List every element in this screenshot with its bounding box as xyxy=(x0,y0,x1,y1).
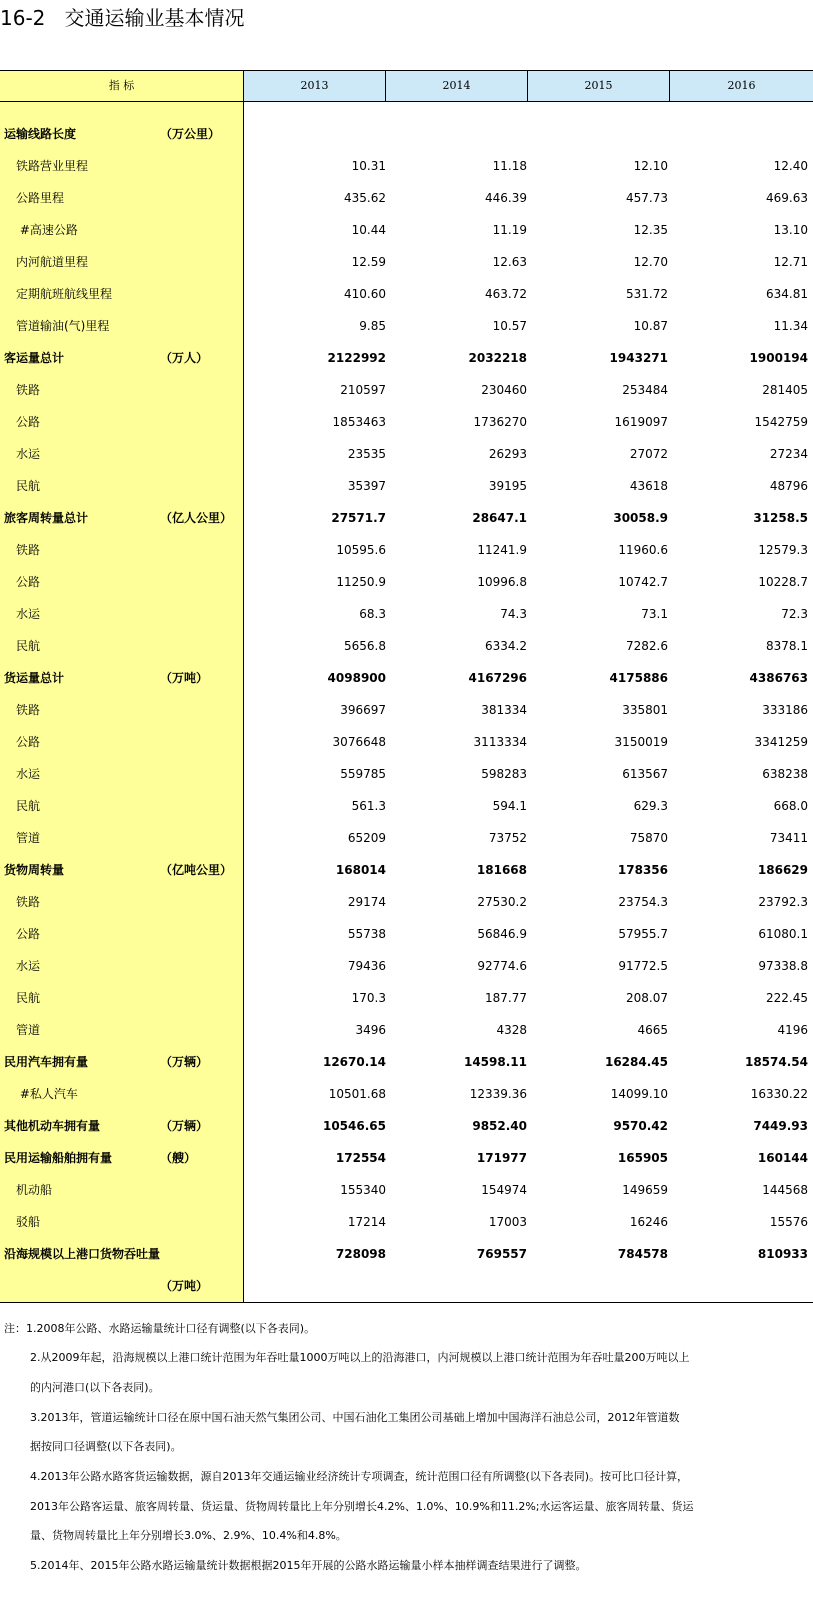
row-label: 货运量总计 xyxy=(4,671,65,685)
row-label: 民航 xyxy=(16,799,41,813)
cell-value: 4665 xyxy=(637,1023,668,1037)
cell-value: 16284.45 xyxy=(604,1055,668,1069)
cell-value: 14099.10 xyxy=(610,1087,668,1101)
header-year-2013: 2013 xyxy=(244,71,386,101)
cell-value: 1853463 xyxy=(332,415,386,429)
row-label: 货物周转量 xyxy=(4,863,65,877)
table-row xyxy=(0,566,813,598)
cell-value: 10546.65 xyxy=(322,1119,386,1133)
table-row xyxy=(0,310,813,342)
cell-value: 23792.3 xyxy=(758,895,808,909)
table-row xyxy=(0,790,813,822)
cell-value: 1619097 xyxy=(614,415,668,429)
cell-value: 769557 xyxy=(476,1247,527,1261)
row-label: 公路里程 xyxy=(16,191,65,205)
cell-value: 638238 xyxy=(762,767,808,781)
table-row xyxy=(0,1238,813,1270)
cell-value: 381334 xyxy=(481,703,527,717)
cell-value: 4196 xyxy=(777,1023,808,1037)
cell-value: 1943271 xyxy=(609,351,668,365)
cell-value: 160144 xyxy=(757,1151,808,1165)
table-row xyxy=(0,950,813,982)
cell-value: 11960.6 xyxy=(618,543,668,557)
row-label: 管道输油(气)里程 xyxy=(16,319,110,333)
table-row xyxy=(0,182,813,214)
cell-value: 65209 xyxy=(347,831,386,845)
cell-value: 1542759 xyxy=(754,415,808,429)
row-label: 公路 xyxy=(16,415,41,429)
cell-value: 12.63 xyxy=(492,255,527,269)
cell-value: 168014 xyxy=(335,863,386,877)
page-title: 16-2 交通运输业基本情况 xyxy=(0,6,245,30)
row-label: 铁路 xyxy=(16,895,41,909)
cell-value: 11.19 xyxy=(492,223,527,237)
cell-value: 91772.5 xyxy=(618,959,668,973)
table-row xyxy=(0,1206,813,1238)
footnote-line: 3.2013年，管道运输统计口径在原中国石油天然气集团公司、中国石油化工集团公司基础上增加中国海洋石油总公司，2012年管道数 xyxy=(30,1411,680,1424)
footnote-line: 据按同口径调整(以下各表同)。 xyxy=(30,1440,182,1453)
cell-value: 12.59 xyxy=(351,255,386,269)
row-label: 管道 xyxy=(16,831,41,845)
row-unit: （万人） xyxy=(160,351,209,365)
row-label: 水运 xyxy=(16,959,41,973)
table-row xyxy=(0,982,813,1014)
cell-value: 435.62 xyxy=(344,191,386,205)
table-row xyxy=(0,598,813,630)
cell-value: 39195 xyxy=(488,479,527,493)
cell-value: 18574.54 xyxy=(744,1055,808,1069)
row-unit: （万吨） xyxy=(160,1279,209,1293)
table-row xyxy=(0,438,813,470)
cell-value: 12.10 xyxy=(633,159,668,173)
row-unit: （亿人公里） xyxy=(160,511,233,525)
cell-value: 48796 xyxy=(769,479,808,493)
cell-value: 634.81 xyxy=(766,287,808,301)
cell-value: 144568 xyxy=(762,1183,808,1197)
cell-value: 26293 xyxy=(488,447,527,461)
table-row xyxy=(0,470,813,502)
cell-value: 12.70 xyxy=(633,255,668,269)
cell-value: 23754.3 xyxy=(618,895,668,909)
cell-value: 35397 xyxy=(347,479,386,493)
cell-value: 13.10 xyxy=(773,223,808,237)
data-table xyxy=(0,70,813,1303)
cell-value: 171977 xyxy=(476,1151,527,1165)
row-label: 铁路营业里程 xyxy=(16,159,89,173)
cell-value: 594.1 xyxy=(492,799,527,813)
row-label: 驳船 xyxy=(16,1215,41,1229)
cell-value: 11.18 xyxy=(492,159,527,173)
footnote-line: 2.从2009年起，沿海规模以上港口统计范围为年吞吐量1000万吨以上的沿海港口，内河规模以上港口统计范围为年吞吐量200万吨以上 xyxy=(30,1351,690,1364)
table-row xyxy=(0,822,813,854)
table-row xyxy=(0,1174,813,1206)
table-row xyxy=(0,1046,813,1078)
table-row xyxy=(0,1078,813,1110)
cell-value: 1736270 xyxy=(473,415,527,429)
cell-value: 73.1 xyxy=(641,607,668,621)
table-row xyxy=(0,854,813,886)
cell-value: 57955.7 xyxy=(618,927,668,941)
row-unit: （艘） xyxy=(160,1151,197,1165)
cell-value: 9852.40 xyxy=(472,1119,527,1133)
row-label: 民航 xyxy=(16,639,41,653)
cell-value: 92774.6 xyxy=(477,959,527,973)
table-row xyxy=(0,150,813,182)
cell-value: 61080.1 xyxy=(758,927,808,941)
header-year-2016: 2016 xyxy=(670,71,813,101)
row-label: #私人汽车 xyxy=(16,1087,78,1101)
cell-value: 10228.7 xyxy=(758,575,808,589)
cell-value: 155340 xyxy=(340,1183,386,1197)
cell-value: 170.3 xyxy=(351,991,386,1005)
cell-value: 27571.7 xyxy=(331,511,386,525)
cell-value: 396697 xyxy=(340,703,386,717)
table-row xyxy=(0,630,813,662)
cell-value: 4167296 xyxy=(468,671,527,685)
row-label: 运输线路长度 xyxy=(4,127,77,141)
cell-value: 230460 xyxy=(481,383,527,397)
cell-value: 333186 xyxy=(762,703,808,717)
cell-value: 10.44 xyxy=(351,223,386,237)
cell-value: 9.85 xyxy=(359,319,386,333)
cell-value: 10.87 xyxy=(633,319,668,333)
table-row xyxy=(0,726,813,758)
cell-value: 73411 xyxy=(769,831,808,845)
cell-value: 17003 xyxy=(488,1215,527,1229)
cell-value: 531.72 xyxy=(626,287,668,301)
row-label: 民用汽车拥有量 xyxy=(4,1055,89,1069)
cell-value: 15576 xyxy=(769,1215,808,1229)
row-unit: （万吨） xyxy=(160,671,209,685)
cell-value: 281405 xyxy=(762,383,808,397)
cell-value: 728098 xyxy=(335,1247,386,1261)
cell-value: 2032218 xyxy=(468,351,527,365)
row-unit: （亿吨公里） xyxy=(160,863,233,877)
cell-value: 222.45 xyxy=(766,991,808,1005)
row-label: 铁路 xyxy=(16,383,41,397)
table-row xyxy=(0,502,813,534)
cell-value: 23535 xyxy=(347,447,386,461)
cell-value: 154974 xyxy=(481,1183,527,1197)
cell-value: 463.72 xyxy=(485,287,527,301)
cell-value: 7282.6 xyxy=(626,639,668,653)
cell-value: 14598.11 xyxy=(463,1055,527,1069)
cell-value: 410.60 xyxy=(344,287,386,301)
cell-value: 178356 xyxy=(617,863,668,877)
cell-value: 469.63 xyxy=(766,191,808,205)
cell-value: 3076648 xyxy=(332,735,386,749)
cell-value: 79436 xyxy=(347,959,386,973)
row-label: 机动船 xyxy=(16,1183,53,1197)
row-unit: （万辆） xyxy=(160,1055,209,1069)
footnote-line: 2013年公路客运量、旅客周转量、货运量、货物周转量比上年分别增长4.2%、1.0%、10.9%和11.2%;水运客运量、旅客周转量、货运 xyxy=(30,1500,694,1513)
table-row xyxy=(0,1270,813,1302)
header-indicator: 指 标 xyxy=(0,71,244,101)
cell-value: 598283 xyxy=(481,767,527,781)
footnote-line: 注：1.2008年公路、水路运输量统计口径有调整(以下各表同)。 xyxy=(4,1322,316,1335)
row-label: 公路 xyxy=(16,735,41,749)
row-label: 水运 xyxy=(16,607,41,621)
row-label: 客运量总计 xyxy=(4,351,65,365)
row-unit: （万公里） xyxy=(160,127,221,141)
cell-value: 181668 xyxy=(476,863,527,877)
table-row xyxy=(0,1142,813,1174)
cell-value: 11250.9 xyxy=(336,575,386,589)
cell-value: 446.39 xyxy=(485,191,527,205)
cell-value: 629.3 xyxy=(633,799,668,813)
table-row xyxy=(0,918,813,950)
cell-value: 559785 xyxy=(340,767,386,781)
cell-value: 9570.42 xyxy=(613,1119,668,1133)
table-row xyxy=(0,694,813,726)
cell-value: 97338.8 xyxy=(758,959,808,973)
cell-value: 10.57 xyxy=(492,319,527,333)
cell-value: 187.77 xyxy=(485,991,527,1005)
table-row xyxy=(0,374,813,406)
cell-value: 16330.22 xyxy=(750,1087,808,1101)
row-label: 管道 xyxy=(16,1023,41,1037)
cell-value: 3113334 xyxy=(473,735,527,749)
footnote-line: 5.2014年、2015年公路水路运输量统计数据根据2015年开展的公路水路运输量小样本抽样调查结果进行了调整。 xyxy=(30,1559,587,1572)
cell-value: 75870 xyxy=(629,831,668,845)
cell-value: 68.3 xyxy=(359,607,386,621)
footnote-line: 的内河港口(以下各表同)。 xyxy=(30,1381,160,1394)
cell-value: 56846.9 xyxy=(477,927,527,941)
table-row xyxy=(0,662,813,694)
cell-value: 27530.2 xyxy=(477,895,527,909)
cell-value: 5656.8 xyxy=(344,639,386,653)
table-row xyxy=(0,342,813,374)
row-label: 沿海规模以上港口货物吞吐量 xyxy=(4,1247,161,1261)
cell-value: 149659 xyxy=(622,1183,668,1197)
cell-value: 253484 xyxy=(622,383,668,397)
cell-value: 8378.1 xyxy=(766,639,808,653)
row-label: 水运 xyxy=(16,447,41,461)
table-row xyxy=(0,214,813,246)
row-label: 民航 xyxy=(16,991,41,1005)
footnote-line: 量、货物周转量比上年分别增长3.0%、2.9%、10.4%和4.8%。 xyxy=(30,1529,347,1542)
cell-value: 55738 xyxy=(347,927,386,941)
cell-value: 10996.8 xyxy=(477,575,527,589)
header-year-2015: 2015 xyxy=(528,71,670,101)
cell-value: 4328 xyxy=(496,1023,527,1037)
cell-value: 74.3 xyxy=(500,607,527,621)
cell-value: 4098900 xyxy=(327,671,386,685)
table-row xyxy=(0,1110,813,1142)
table-row xyxy=(0,246,813,278)
cell-value: 4386763 xyxy=(749,671,808,685)
cell-value: 31258.5 xyxy=(753,511,808,525)
row-label: 其他机动车拥有量 xyxy=(4,1119,101,1133)
cell-value: 73752 xyxy=(488,831,527,845)
cell-value: 784578 xyxy=(617,1247,668,1261)
cell-value: 186629 xyxy=(757,863,808,877)
cell-value: 11241.9 xyxy=(477,543,527,557)
footnote-line: 4.2013年公路水路客货运输数据，源自2013年交通运输业经济统计专项调查，统计范围口径有所调整(以下各表同)。按可比口径计算， xyxy=(30,1470,689,1483)
cell-value: 12.71 xyxy=(773,255,808,269)
cell-value: 43618 xyxy=(629,479,668,493)
cell-value: 210597 xyxy=(340,383,386,397)
cell-value: 12.40 xyxy=(773,159,808,173)
table-row xyxy=(0,758,813,790)
cell-value: 10501.68 xyxy=(328,1087,386,1101)
cell-value: 457.73 xyxy=(626,191,668,205)
cell-value: 165905 xyxy=(617,1151,668,1165)
row-label: 水运 xyxy=(16,767,41,781)
cell-value: 4175886 xyxy=(609,671,668,685)
row-label: 公路 xyxy=(16,575,41,589)
cell-value: 335801 xyxy=(622,703,668,717)
cell-value: 16246 xyxy=(629,1215,668,1229)
cell-value: 3341259 xyxy=(754,735,808,749)
cell-value: 668.0 xyxy=(773,799,808,813)
cell-value: 7449.93 xyxy=(753,1119,808,1133)
cell-value: 72.3 xyxy=(781,607,808,621)
row-label: #高速公路 xyxy=(16,223,78,237)
cell-value: 613567 xyxy=(622,767,668,781)
cell-value: 28647.1 xyxy=(472,511,527,525)
cell-value: 11.34 xyxy=(773,319,808,333)
cell-value: 561.3 xyxy=(351,799,386,813)
cell-value: 12339.36 xyxy=(469,1087,527,1101)
row-label: 铁路 xyxy=(16,543,41,557)
cell-value: 27234 xyxy=(769,447,808,461)
table-row xyxy=(0,406,813,438)
cell-value: 810933 xyxy=(757,1247,808,1261)
cell-value: 10742.7 xyxy=(618,575,668,589)
cell-value: 3496 xyxy=(355,1023,386,1037)
row-label: 民用运输船舶拥有量 xyxy=(4,1151,113,1165)
cell-value: 17214 xyxy=(347,1215,386,1229)
table-header xyxy=(0,71,813,101)
row-unit: （万辆） xyxy=(160,1119,209,1133)
table-row xyxy=(0,278,813,310)
cell-value: 172554 xyxy=(335,1151,386,1165)
cell-value: 2122992 xyxy=(327,351,386,365)
cell-value: 29174 xyxy=(347,895,386,909)
row-label: 民航 xyxy=(16,479,41,493)
cell-value: 12579.3 xyxy=(758,543,808,557)
table-body xyxy=(0,118,813,1302)
cell-value: 10595.6 xyxy=(336,543,386,557)
cell-value: 12.35 xyxy=(633,223,668,237)
table-row xyxy=(0,1014,813,1046)
cell-value: 208.07 xyxy=(626,991,668,1005)
cell-value: 12670.14 xyxy=(322,1055,386,1069)
header-year-2014: 2014 xyxy=(386,71,528,101)
table-row xyxy=(0,886,813,918)
table-row xyxy=(0,534,813,566)
row-label: 内河航道里程 xyxy=(16,255,89,269)
row-label: 旅客周转量总计 xyxy=(4,511,89,525)
cell-value: 1900194 xyxy=(749,351,808,365)
cell-value: 10.31 xyxy=(351,159,386,173)
row-label: 公路 xyxy=(16,927,41,941)
row-label: 铁路 xyxy=(16,703,41,717)
row-label: 定期航班航线里程 xyxy=(16,287,113,301)
cell-value: 6334.2 xyxy=(485,639,527,653)
cell-value: 3150019 xyxy=(614,735,668,749)
table-row xyxy=(0,118,813,150)
cell-value: 27072 xyxy=(629,447,668,461)
cell-value: 30058.9 xyxy=(613,511,668,525)
